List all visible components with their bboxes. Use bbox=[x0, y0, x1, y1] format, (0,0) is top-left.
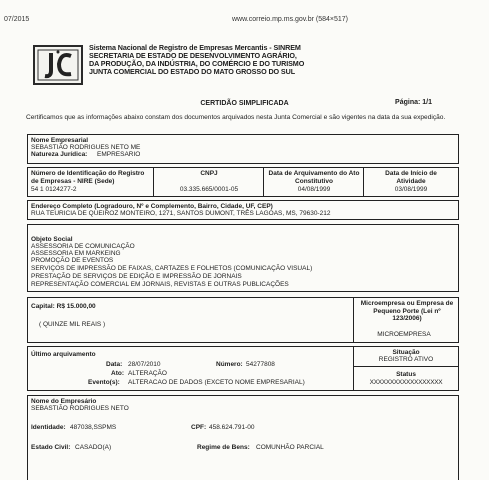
address-value: RUA TEURICIA DE QUEIROZ MONTEIRO, 1271, SANTOS DUMONT, TRÊS LAGOAS, MS, 79630-212 bbox=[31, 210, 331, 217]
objeto-line: ASSESSORIA EM MARKEING bbox=[31, 250, 121, 257]
objeto-line: PROMOÇÃO DE EVENTOS bbox=[31, 257, 114, 264]
address-box bbox=[27, 200, 459, 220]
capital-extenso: ( QUINZE MIL REAIS ) bbox=[39, 321, 106, 328]
ultimo-data-label: Data: bbox=[106, 361, 123, 368]
junta-logo bbox=[33, 45, 83, 85]
ultimo-box bbox=[27, 346, 459, 391]
ultimo-ato: ALTERAÇÃO bbox=[128, 370, 167, 377]
situacao-value: REGISTRO ATIVO bbox=[378, 356, 434, 363]
objeto-line: ASSESSORIA DE COMUNICAÇÃO bbox=[31, 243, 135, 250]
arquivamento-value: 04/08/1999 bbox=[297, 186, 331, 193]
identidade-label: Identidade: bbox=[31, 424, 66, 431]
header-line-3: DA PRODUÇÃO, DA INDÚSTRIA, DO COMÉRCIO E DO TURISMO bbox=[89, 59, 305, 68]
capital-cell bbox=[28, 298, 354, 342]
ultimo-cell bbox=[28, 347, 354, 390]
arquivamento-cell bbox=[264, 168, 364, 196]
situacao-cell bbox=[354, 347, 458, 390]
ultimo-numero-label: Número: bbox=[216, 361, 243, 368]
cnpj-cell bbox=[154, 168, 264, 196]
status-label: Status bbox=[396, 371, 416, 378]
capital-box bbox=[27, 297, 459, 343]
ultimo-eventos-label: Evento(s): bbox=[88, 379, 120, 386]
objeto-box bbox=[27, 224, 459, 292]
inicio-label: Data de Início de Atividade bbox=[385, 170, 437, 185]
arquivamento-label: Data de Arquivamento do Ato Constitutivo bbox=[268, 170, 360, 185]
company-name: SEBASTIÃO RODRIGUES NETO ME bbox=[31, 144, 141, 151]
header-line-4: JUNTA COMERCIAL DO ESTADO DO MATO GROSSO DO SUL bbox=[89, 67, 296, 76]
print-date: 07/2015 bbox=[4, 16, 30, 23]
document-title: CERTIDÃO SIMPLIFICADA bbox=[200, 100, 289, 107]
header-line-1: Sistema Nacional de Registro de Empresas Mercantis - SINREM bbox=[89, 43, 301, 52]
empresario-label: Nome do Empresário bbox=[31, 398, 97, 405]
nire-cell bbox=[28, 168, 154, 196]
ultimo-ato-label: Ato: bbox=[111, 370, 124, 377]
print-url: www.correio.mp.ms.gov.br (584×517) bbox=[232, 16, 348, 23]
page-number: Página: 1/1 bbox=[395, 99, 432, 106]
identidade-value: 487038,SSPMS bbox=[70, 424, 117, 431]
civil-label: Estado Civil: bbox=[31, 444, 71, 451]
microempresa-value: MICROEMPRESA bbox=[377, 331, 431, 338]
civil-value: CASADO(A) bbox=[75, 444, 112, 451]
nature-label: Natureza Jurídica: bbox=[31, 151, 88, 158]
capital-label: Capital: R$ 15.000,00 bbox=[31, 303, 96, 310]
ultimo-data: 28/07/2010 bbox=[128, 361, 161, 368]
objeto-line: PRESTAÇÃO DE SERVIÇOS DE EDIÇÃO E IMPRESSÃO DE JORNAIS bbox=[31, 273, 242, 280]
cnpj-value: 03.335.665/0001-05 bbox=[179, 186, 239, 193]
empresario-name: SEBASTIÃO RODRIGUES NETO bbox=[31, 405, 129, 412]
intro-text: Certificamos que as informações abaixo constam dos documentos arquivados nesta Junta Comercial e são vigentes na data da sua expedição. bbox=[26, 114, 446, 121]
cpf-label: CPF: bbox=[191, 424, 207, 431]
regime-label: Regime de Bens: bbox=[197, 444, 250, 451]
situacao-label: Situação bbox=[392, 349, 420, 356]
ultimo-eventos: ALTERACAO DE DADOS (EXCETO NOME EMPRESARIAL) bbox=[128, 379, 305, 386]
cnpj-label: CNPJ bbox=[200, 170, 218, 177]
cpf-value: 458.624.791-00 bbox=[209, 424, 255, 431]
ultimo-numero: 54277808 bbox=[246, 361, 275, 368]
nire-label: Número de Identificação do Registro de Empresas - NIRE (Sede) bbox=[31, 170, 145, 185]
company-name-label: Nome Empresarial bbox=[31, 137, 89, 144]
address-label: Endereço Completo (Logradouro, Nº e Complemento, Bairro, Cidade, UF, CEP) bbox=[31, 203, 273, 210]
nature-value: EMPRESARIO bbox=[97, 151, 141, 158]
empresario-box bbox=[27, 395, 459, 480]
ids-box bbox=[27, 167, 459, 197]
microempresa-label: Microempresa ou Empresa de Pequeno Porte (Lei nº 123/2006) bbox=[360, 300, 454, 322]
objeto-line: REPRESENTAÇÃO COMERCIAL EM JORNAIS, REVISTAS E OUTRAS PUBLICAÇÕES bbox=[31, 281, 289, 288]
microempresa-cell bbox=[354, 298, 458, 342]
header-line-2: SECRETARIA DE ESTADO DE DESENVOLVIMENTO AGRÁRIO, bbox=[89, 51, 297, 60]
nire-value: 54 1 0124277-2 bbox=[31, 186, 77, 193]
ultimo-label: Último arquivamento bbox=[31, 351, 96, 358]
company-box bbox=[27, 134, 459, 164]
inicio-cell bbox=[364, 168, 458, 196]
status-value: XXXXXXXXXXXXXXXXXX bbox=[369, 379, 443, 386]
inicio-value: 03/08/1999 bbox=[394, 186, 428, 193]
objeto-line: SERVIÇOS DE IMPRESSÃO DE FAIXAS, CARTAZES E FOLHETOS (COMUNICAÇÃO VISUAL) bbox=[31, 265, 313, 272]
objeto-label: Objeto Social bbox=[31, 236, 73, 243]
regime-value: COMUNHÃO PARCIAL bbox=[256, 444, 324, 451]
